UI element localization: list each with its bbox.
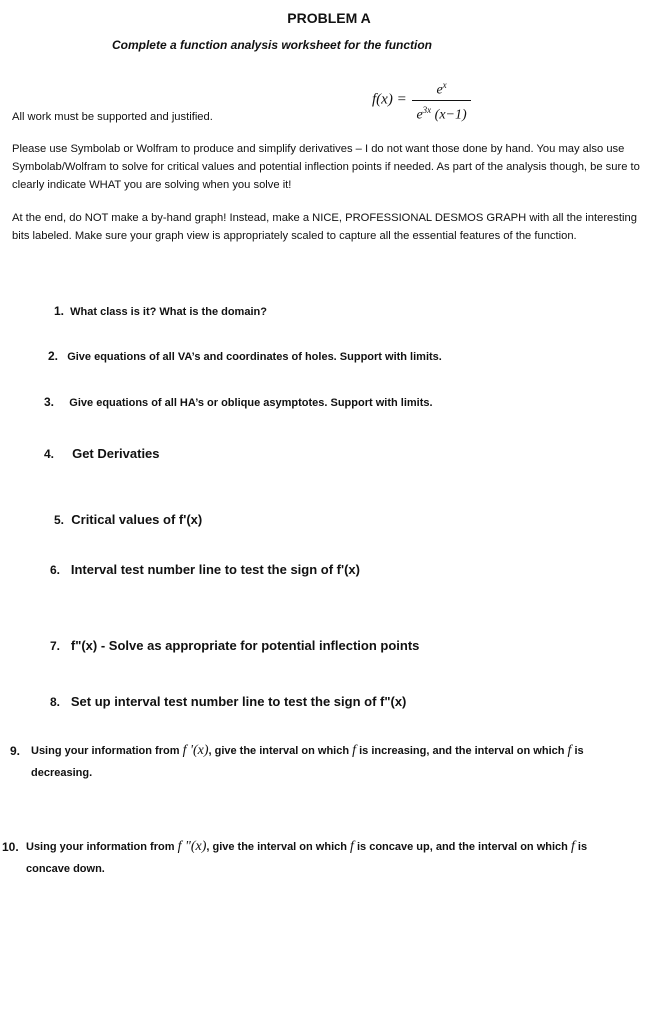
question-10: 10. Using your information from f "(x), give the interval on which f is concave up, and the interval on which f is concave down. (2, 836, 652, 880)
question-8: 8. Set up interval test number line to test the sign of f"(x) (50, 694, 407, 709)
question-1: 1. What class is it? What is the domain? (54, 304, 267, 318)
intro-paragraph-2: Please use Symbolab or Wolfram to produce and simplify derivatives – I do not want those done by hand. You may also use Symbolab/Wolfram to solve for critical values and potential inflection points if needed. As part of the analysis though, be sure to clearly indicate WHAT you are solving when you solve it! (12, 143, 640, 191)
worksheet-subtitle: Complete a function analysis worksheet for the function (111, 38, 433, 52)
question-2: 2. Give equations of all VA’s and coordinates of holes. Support with limits. (48, 349, 442, 363)
question-4: 4. Get Derivaties (44, 446, 160, 461)
worksheet-title: PROBLEM A (287, 10, 371, 26)
question-5: 5. Critical values of f'(x) (54, 512, 203, 527)
question-7: 7. f"(x) - Solve as appropriate for potential inflection points (50, 638, 420, 653)
intro-paragraph-3: At the end, do NOT make a by-hand graph! Instead, make a NICE, PROFESSIONAL DESMOS GRAPH with all the interesting bits labeled. Make sure your graph view is appropriately scaled to capture all the essential features of the function. (12, 212, 637, 242)
question-3: 3. Give equations of all HA’s or oblique asymptotes. Support with limits. (44, 395, 433, 409)
question-10-number: 10. (2, 840, 19, 854)
formula-numerator: $e^x$ (412, 76, 470, 101)
question-9-number: 9. (10, 744, 21, 758)
question-9: 9. Using your information from f '(x), give the interval on which f is increasing, and the interval on which f is decreasing. (10, 740, 650, 784)
formula-lhs: f(x) = (372, 91, 407, 108)
formula-denominator: $e^{3x}$ (x−1) (416, 104, 467, 123)
intro-paragraph-1: All work must be supported and justified. (12, 111, 213, 123)
question-6: 6. Interval test number line to test the sign of f'(x) (50, 562, 360, 577)
